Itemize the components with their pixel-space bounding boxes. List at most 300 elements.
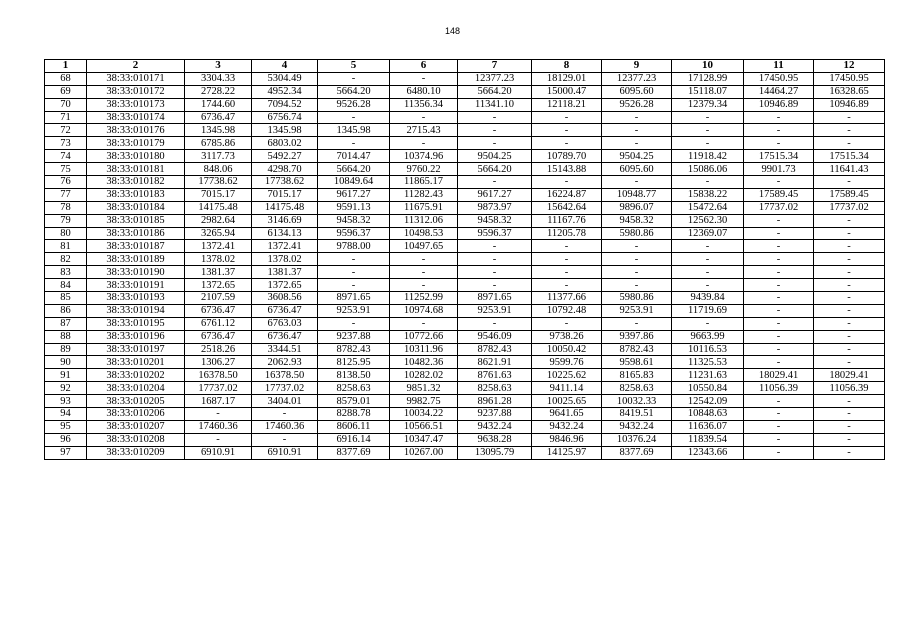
table-cell: - — [458, 317, 532, 330]
table-cell: - — [814, 266, 885, 279]
table-cell: 5664.20 — [318, 85, 390, 98]
table-cell: - — [672, 266, 744, 279]
table-cell: 73 — [45, 137, 87, 150]
table-cell: 38:33:010197 — [87, 343, 185, 356]
table-cell: - — [390, 266, 458, 279]
table-cell: - — [672, 124, 744, 137]
table-cell: 10849.64 — [318, 176, 390, 189]
table-cell: - — [814, 343, 885, 356]
table-cell: 76 — [45, 176, 87, 189]
table-cell: 9253.91 — [318, 304, 390, 317]
table-cell: 12542.09 — [672, 395, 744, 408]
table-cell: 38:33:010206 — [87, 408, 185, 421]
table-cell: - — [814, 330, 885, 343]
table-cell: - — [814, 137, 885, 150]
table-cell: 9599.76 — [532, 356, 602, 369]
table-cell: 17515.34 — [814, 150, 885, 163]
table-row — [45, 227, 885, 240]
table-cell: - — [458, 266, 532, 279]
table-cell: - — [532, 317, 602, 330]
column-header: 6 — [390, 60, 458, 73]
table-cell: 10116.53 — [672, 343, 744, 356]
table-cell: 77 — [45, 188, 87, 201]
table-cell: 17738.62 — [252, 176, 318, 189]
table-cell: 10374.96 — [390, 150, 458, 163]
table-cell: - — [602, 279, 672, 292]
table-cell: - — [458, 124, 532, 137]
table-cell: 38:33:010172 — [87, 85, 185, 98]
data-table — [44, 59, 885, 460]
table-row — [45, 137, 885, 150]
table-cell: 9439.84 — [672, 292, 744, 305]
table-cell: 10347.47 — [390, 433, 458, 446]
table-cell: - — [458, 279, 532, 292]
table-cell: - — [814, 124, 885, 137]
table-cell: 4952.34 — [252, 85, 318, 98]
table-cell: 3344.51 — [252, 343, 318, 356]
column-header: 7 — [458, 60, 532, 73]
table-cell: - — [602, 111, 672, 124]
table-row — [45, 163, 885, 176]
table-cell: 8258.63 — [458, 382, 532, 395]
column-header: 2 — [87, 60, 185, 73]
table-cell: 38:33:010174 — [87, 111, 185, 124]
table-cell: 10034.22 — [390, 408, 458, 421]
table-cell: 11252.99 — [390, 292, 458, 305]
table-cell: 9432.24 — [458, 420, 532, 433]
table-cell: - — [532, 176, 602, 189]
column-header: 11 — [744, 60, 814, 73]
table-row — [45, 395, 885, 408]
table-cell: 5304.49 — [252, 72, 318, 85]
table-cell: 18129.01 — [532, 72, 602, 85]
table-cell: 11675.91 — [390, 201, 458, 214]
table-cell: - — [814, 304, 885, 317]
table-cell: 10848.63 — [672, 408, 744, 421]
table-cell: 9432.24 — [602, 420, 672, 433]
table-cell: 72 — [45, 124, 87, 137]
table-cell: 17589.45 — [744, 188, 814, 201]
table-cell: 7014.47 — [318, 150, 390, 163]
table-cell: 1372.41 — [252, 240, 318, 253]
table-cell: 38:33:010179 — [87, 137, 185, 150]
table-cell: - — [814, 446, 885, 459]
table-cell: 92 — [45, 382, 87, 395]
table-cell: - — [672, 137, 744, 150]
table-cell: 8761.63 — [458, 369, 532, 382]
table-cell: 8419.51 — [602, 408, 672, 421]
table-cell: 17128.99 — [672, 72, 744, 85]
table-cell: 2982.64 — [185, 214, 252, 227]
table-cell: 6916.14 — [318, 433, 390, 446]
table-cell: - — [602, 137, 672, 150]
table-cell: 70 — [45, 98, 87, 111]
table-row — [45, 240, 885, 253]
table-cell: 16378.50 — [185, 369, 252, 382]
table-cell: 10025.65 — [532, 395, 602, 408]
table-cell: - — [672, 253, 744, 266]
table-cell: - — [814, 111, 885, 124]
table-row — [45, 111, 885, 124]
table-cell: - — [814, 227, 885, 240]
table-cell: 10050.42 — [532, 343, 602, 356]
table-cell: - — [744, 292, 814, 305]
table-cell: 1345.98 — [185, 124, 252, 137]
table-cell: 93 — [45, 395, 87, 408]
table-cell: 9760.22 — [390, 163, 458, 176]
table-row — [45, 279, 885, 292]
table-cell: 2728.22 — [185, 85, 252, 98]
table-cell: 12343.66 — [672, 446, 744, 459]
table-cell: - — [390, 111, 458, 124]
table-row — [45, 356, 885, 369]
table-cell: 8579.01 — [318, 395, 390, 408]
column-header: 8 — [532, 60, 602, 73]
table-cell: 86 — [45, 304, 87, 317]
table-cell: 8288.78 — [318, 408, 390, 421]
table-row — [45, 72, 885, 85]
table-cell: 38:33:010196 — [87, 330, 185, 343]
table-row — [45, 408, 885, 421]
table-cell: - — [672, 176, 744, 189]
table-cell: 1378.02 — [185, 253, 252, 266]
table-cell: 18029.41 — [744, 369, 814, 382]
table-cell: - — [744, 433, 814, 446]
table-cell: - — [672, 111, 744, 124]
table-cell: 8258.63 — [318, 382, 390, 395]
table-cell: 14464.27 — [744, 85, 814, 98]
table-cell: 8606.11 — [318, 420, 390, 433]
table-cell: 11341.10 — [458, 98, 532, 111]
table-cell: 9663.99 — [672, 330, 744, 343]
table-cell: 38:33:010194 — [87, 304, 185, 317]
table-cell: 2715.43 — [390, 124, 458, 137]
table-cell: 6761.12 — [185, 317, 252, 330]
table-cell: 81 — [45, 240, 87, 253]
table-cell: 11312.06 — [390, 214, 458, 227]
table-cell: 16328.65 — [814, 85, 885, 98]
table-cell: 38:33:010190 — [87, 266, 185, 279]
table-cell: 10792.48 — [532, 304, 602, 317]
table-cell: 38:33:010208 — [87, 433, 185, 446]
table-cell: 17589.45 — [814, 188, 885, 201]
table-cell: 95 — [45, 420, 87, 433]
table-cell: 1372.65 — [252, 279, 318, 292]
table-cell: 12379.34 — [672, 98, 744, 111]
table-cell: 3304.33 — [185, 72, 252, 85]
table-cell: 9253.91 — [602, 304, 672, 317]
table-cell: - — [390, 279, 458, 292]
table-cell: - — [744, 356, 814, 369]
table-cell: 38:33:010193 — [87, 292, 185, 305]
table-cell: - — [814, 395, 885, 408]
table-cell: 9901.73 — [744, 163, 814, 176]
table-cell: 11839.54 — [672, 433, 744, 446]
table-cell: 11231.63 — [672, 369, 744, 382]
table-cell: - — [458, 176, 532, 189]
table-row — [45, 176, 885, 189]
table-cell: - — [814, 176, 885, 189]
table-cell: 8971.65 — [458, 292, 532, 305]
table-cell: 12377.23 — [458, 72, 532, 85]
table-cell: 9982.75 — [390, 395, 458, 408]
table-cell: - — [744, 343, 814, 356]
column-header: 1 — [45, 60, 87, 73]
table-cell: 6095.60 — [602, 85, 672, 98]
table-cell: 6480.10 — [390, 85, 458, 98]
table-cell: - — [672, 240, 744, 253]
table-cell: - — [814, 356, 885, 369]
table-cell: 15838.22 — [672, 188, 744, 201]
table-cell: 3265.94 — [185, 227, 252, 240]
table-cell: - — [532, 137, 602, 150]
table-cell: 9596.37 — [458, 227, 532, 240]
table-cell: 10772.66 — [390, 330, 458, 343]
table-cell: 9526.28 — [602, 98, 672, 111]
table-cell: 2107.59 — [185, 292, 252, 305]
table-row — [45, 150, 885, 163]
table-cell: 10311.96 — [390, 343, 458, 356]
table-cell: - — [744, 214, 814, 227]
table-cell: - — [744, 266, 814, 279]
table-cell: 10482.36 — [390, 356, 458, 369]
table-cell: - — [185, 408, 252, 421]
table-cell: 10566.51 — [390, 420, 458, 433]
table-cell: 8961.28 — [458, 395, 532, 408]
table-cell: 15118.07 — [672, 85, 744, 98]
table-cell: 9638.28 — [458, 433, 532, 446]
table-cell: 9458.32 — [458, 214, 532, 227]
table-cell: 38:33:010181 — [87, 163, 185, 176]
table-cell: - — [672, 317, 744, 330]
table-cell: 9411.14 — [532, 382, 602, 395]
table-cell: 15086.06 — [672, 163, 744, 176]
table-cell: - — [814, 292, 885, 305]
table-cell: 38:33:010204 — [87, 382, 185, 395]
table-cell: 15472.64 — [672, 201, 744, 214]
table-cell: 10550.84 — [672, 382, 744, 395]
table-cell: 9873.97 — [458, 201, 532, 214]
table-cell: 9253.91 — [458, 304, 532, 317]
table-cell: - — [814, 214, 885, 227]
table-cell: 96 — [45, 433, 87, 446]
table-cell: 6095.60 — [602, 163, 672, 176]
table-cell: - — [602, 124, 672, 137]
table-cell: - — [744, 240, 814, 253]
table-cell: - — [744, 408, 814, 421]
table-cell: 11325.53 — [672, 356, 744, 369]
table-cell: 68 — [45, 72, 87, 85]
table-cell: 3117.73 — [185, 150, 252, 163]
table-cell: - — [744, 317, 814, 330]
table-cell: - — [532, 240, 602, 253]
table-cell: 69 — [45, 85, 87, 98]
table-row — [45, 253, 885, 266]
table-cell: - — [252, 408, 318, 421]
table-cell: 38:33:010171 — [87, 72, 185, 85]
table-cell: 1687.17 — [185, 395, 252, 408]
table-cell: 1306.27 — [185, 356, 252, 369]
table-cell: 12562.30 — [672, 214, 744, 227]
table-cell: 8782.43 — [458, 343, 532, 356]
table-cell: - — [390, 317, 458, 330]
table-cell: - — [318, 137, 390, 150]
table-row — [45, 124, 885, 137]
table-cell: - — [814, 279, 885, 292]
table-row — [45, 304, 885, 317]
table-cell: 9504.25 — [458, 150, 532, 163]
table-row — [45, 330, 885, 343]
table-row — [45, 343, 885, 356]
table-row — [45, 98, 885, 111]
table-row — [45, 85, 885, 98]
table-cell: 9788.00 — [318, 240, 390, 253]
table-cell: - — [744, 137, 814, 150]
table-cell: 17460.36 — [252, 420, 318, 433]
table-cell: - — [318, 111, 390, 124]
table-cell: 38:33:010207 — [87, 420, 185, 433]
table-cell: 10497.65 — [390, 240, 458, 253]
table-cell: 9596.37 — [318, 227, 390, 240]
table-cell: 1378.02 — [252, 253, 318, 266]
table-cell: - — [602, 176, 672, 189]
table-cell: - — [744, 111, 814, 124]
table-cell: 8138.50 — [318, 369, 390, 382]
table-cell: 9851.32 — [390, 382, 458, 395]
table-cell: 5664.20 — [458, 163, 532, 176]
table-cell: 17460.36 — [185, 420, 252, 433]
table-cell: - — [458, 240, 532, 253]
table-cell: 10498.53 — [390, 227, 458, 240]
table-cell: 7015.17 — [185, 188, 252, 201]
table-cell: - — [318, 317, 390, 330]
table-cell: 38:33:010205 — [87, 395, 185, 408]
table-cell: 5664.20 — [458, 85, 532, 98]
table-cell: - — [744, 446, 814, 459]
table-cell: 11356.34 — [390, 98, 458, 111]
table-cell: 38:33:010186 — [87, 227, 185, 240]
table-cell: 10946.89 — [814, 98, 885, 111]
table-cell: 9598.61 — [602, 356, 672, 369]
column-header: 12 — [814, 60, 885, 73]
table-cell: - — [458, 137, 532, 150]
table-cell: 9641.65 — [532, 408, 602, 421]
table-cell: 84 — [45, 279, 87, 292]
table-cell: 11641.43 — [814, 163, 885, 176]
table-cell: 8377.69 — [602, 446, 672, 459]
table-cell: - — [458, 253, 532, 266]
table-cell: 6134.13 — [252, 227, 318, 240]
table-cell: 6736.47 — [185, 330, 252, 343]
table-header-row — [45, 60, 885, 73]
table-cell: 6736.47 — [185, 111, 252, 124]
table-cell: 17515.34 — [744, 150, 814, 163]
table-cell: 12118.21 — [532, 98, 602, 111]
table-cell: - — [185, 433, 252, 446]
table-cell: 82 — [45, 253, 87, 266]
table-cell: 9458.32 — [318, 214, 390, 227]
table-cell: 7015.17 — [252, 188, 318, 201]
table-cell: 17737.02 — [185, 382, 252, 395]
table-cell: - — [744, 395, 814, 408]
table-cell: 38:33:010187 — [87, 240, 185, 253]
table-cell: 10032.33 — [602, 395, 672, 408]
table-cell: 90 — [45, 356, 87, 369]
table-cell: 9846.96 — [532, 433, 602, 446]
table-cell: 18029.41 — [814, 369, 885, 382]
table-cell: 17450.95 — [744, 72, 814, 85]
table-cell: 38:33:010191 — [87, 279, 185, 292]
table-cell: - — [318, 279, 390, 292]
table-cell: 17737.02 — [744, 201, 814, 214]
table-cell: 80 — [45, 227, 87, 240]
table-cell: 11377.66 — [532, 292, 602, 305]
table-cell: - — [744, 330, 814, 343]
table-cell: 15143.88 — [532, 163, 602, 176]
table-cell: 17450.95 — [814, 72, 885, 85]
table-cell: 13095.79 — [458, 446, 532, 459]
table-cell: - — [318, 253, 390, 266]
table-cell: 6763.03 — [252, 317, 318, 330]
table-cell: - — [744, 420, 814, 433]
table-cell: - — [390, 72, 458, 85]
table-cell: 6756.74 — [252, 111, 318, 124]
table-row — [45, 446, 885, 459]
table-cell: - — [602, 240, 672, 253]
table-cell: - — [814, 240, 885, 253]
table-cell: 8782.43 — [602, 343, 672, 356]
table-cell: 6736.47 — [252, 330, 318, 343]
table-cell: - — [814, 420, 885, 433]
table-cell: - — [602, 253, 672, 266]
table-cell: 38:33:010182 — [87, 176, 185, 189]
table-cell: 3146.69 — [252, 214, 318, 227]
table-row — [45, 369, 885, 382]
table-cell: 75 — [45, 163, 87, 176]
column-header: 5 — [318, 60, 390, 73]
table-row — [45, 188, 885, 201]
table-cell: 9432.24 — [532, 420, 602, 433]
table-cell: 9591.13 — [318, 201, 390, 214]
table-cell: 10225.62 — [532, 369, 602, 382]
column-header: 3 — [185, 60, 252, 73]
table-cell: 87 — [45, 317, 87, 330]
table-cell: 5492.27 — [252, 150, 318, 163]
table-cell: 11167.76 — [532, 214, 602, 227]
table-cell: 5980.86 — [602, 227, 672, 240]
table-cell: 2518.26 — [185, 343, 252, 356]
table-cell: 38:33:010184 — [87, 201, 185, 214]
table-cell: - — [532, 124, 602, 137]
table-row — [45, 433, 885, 446]
table-cell: 9504.25 — [602, 150, 672, 163]
table-row — [45, 214, 885, 227]
table-row — [45, 201, 885, 214]
table-cell: 17737.02 — [252, 382, 318, 395]
table-cell: 38:33:010209 — [87, 446, 185, 459]
table-cell: 15642.64 — [532, 201, 602, 214]
table-cell: 71 — [45, 111, 87, 124]
table-cell: 11205.78 — [532, 227, 602, 240]
table-cell: 15000.47 — [532, 85, 602, 98]
table-cell: 1372.65 — [185, 279, 252, 292]
table-cell: 38:33:010202 — [87, 369, 185, 382]
table-cell: 5980.86 — [602, 292, 672, 305]
table-cell: 38:33:010173 — [87, 98, 185, 111]
table-cell: 10948.77 — [602, 188, 672, 201]
table-cell: - — [532, 279, 602, 292]
table-cell: - — [814, 408, 885, 421]
